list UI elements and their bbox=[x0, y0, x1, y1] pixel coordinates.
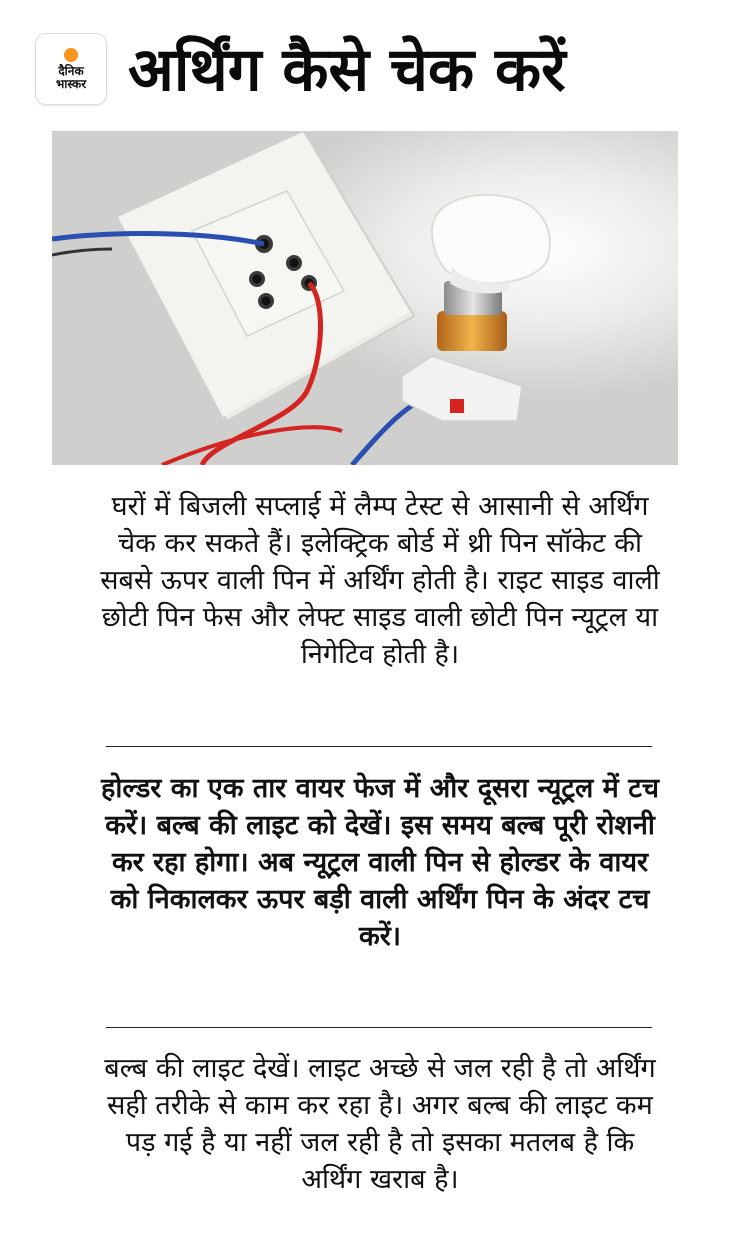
divider bbox=[106, 746, 652, 747]
steps-paragraph: होल्डर का एक तार वायर फेज में और दूसरा न्यूट्रल में टच करें। बल्ब की लाइट को देखें। इस समय बल्ब पूरी रोशनी कर रहा होगा। अब न्यूट्रल वाली पिन से होल्डर के वायर को निकालकर ऊपर बड़ी वाली अर्थिंग पिन के अंदर टच करें। bbox=[101, 773, 659, 952]
logo-line2: भास्कर bbox=[55, 76, 87, 91]
switchboard-photo bbox=[52, 131, 678, 465]
sun-icon bbox=[64, 48, 78, 62]
result-paragraph: बल्ब की लाइट देखें। लाइट अच्छे से जल रही है तो अर्थिंग सही तरीके से काम कर रहा है। अगर बल्ब की लाइट कम पड़ गई है या नहीं जल रही है तो इसका मतलब है कि अर्थिंग खराब है। bbox=[104, 1053, 656, 1195]
dainik-bhaskar-logo bbox=[36, 34, 106, 104]
intro-paragraph: घरों में बिजली सप्लाई में लैम्प टेस्ट से आसानी से अर्थिंग चेक कर सकते हैं। इलेक्ट्रिक बोर्ड में थ्री पिन सॉकेट की सबसे ऊपर वाली पिन में अर्थिंग होती है। राइट साइड वाली छोटी पिन फेस और लेफ्ट साइड वाली छोटी पिन न्यूट्रल या निगेटिव होती है। bbox=[100, 491, 660, 670]
switchboard-socket-with-bulb-holder-photo bbox=[52, 131, 678, 465]
page-title: अर्थिंग कैसे चेक करें bbox=[128, 35, 566, 105]
logo-line1: दैनिक bbox=[58, 63, 84, 78]
header bbox=[0, 0, 730, 130]
divider bbox=[106, 1027, 652, 1028]
